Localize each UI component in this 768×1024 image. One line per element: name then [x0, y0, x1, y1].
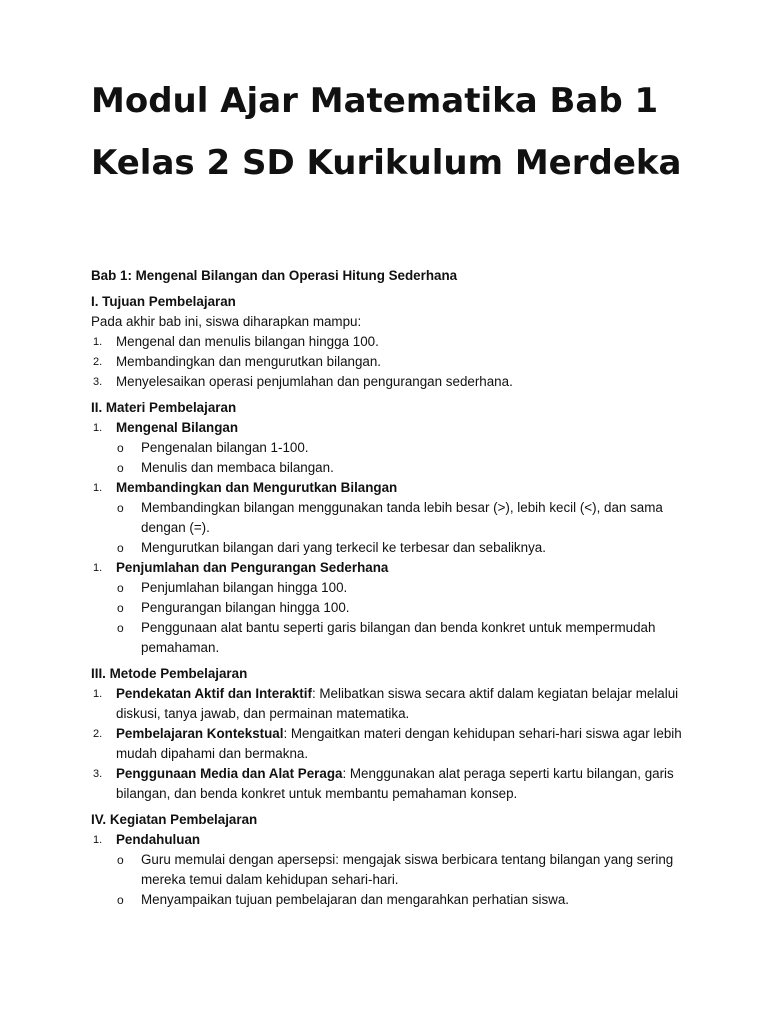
- materi-sublist: [91, 438, 691, 478]
- list-item: [91, 830, 691, 850]
- list-item-text: : Mengaitkan materi dengan kehidupan sehari-hari siswa agar lebih mudah dipahami dan bermakna.: [116, 726, 682, 761]
- list-item-title: Mengenal Bilangan: [116, 420, 239, 435]
- document-body: [91, 266, 691, 910]
- list-marker: 2.: [93, 728, 103, 740]
- bullet-circle-icon: o: [117, 893, 124, 907]
- section-heading-metode: III. Metode Pembelajaran: [91, 666, 248, 681]
- bullet-circle-icon: o: [117, 581, 124, 595]
- sub-list-item: [91, 458, 691, 478]
- list-item: [91, 352, 691, 372]
- list-item-bold: Pembelajaran Kontekstual: [116, 726, 284, 741]
- sub-list-item-text: Guru memulai dengan apersepsi: mengajak siswa berbicara tentang bilangan yang sering mereka temui dalam kehidupan sehari-hari.: [141, 852, 674, 887]
- sub-list-item-text: Menyampaikan tujuan pembelajaran dan mengarahkan perhatian siswa.: [141, 892, 570, 907]
- list-item: [91, 332, 691, 352]
- section-heading-tujuan: I. Tujuan Pembelajaran: [91, 294, 236, 309]
- list-marker: 1.: [93, 422, 103, 434]
- list-item-title: Penjumlahan dan Pengurangan Sederhana: [116, 560, 389, 575]
- list-item: [91, 684, 691, 724]
- list-item: [91, 724, 691, 764]
- document-title: Modul Ajar Matematika Bab 1 Kelas 2 SD Kurikulum Merdeka: [91, 81, 682, 183]
- list-item-text: : Melibatkan siswa secara aktif dalam kegiatan belajar melalui diskusi, tanya jawab, dan permainan matematika.: [116, 686, 679, 721]
- bullet-circle-icon: o: [117, 853, 124, 867]
- list-item-text: Menyelesaikan operasi penjumlahan dan pengurangan sederhana.: [116, 374, 513, 389]
- sub-list-item: [91, 890, 691, 910]
- chapter-subtitle: Bab 1: Mengenal Bilangan dan Operasi Hitung Sederhana: [91, 268, 458, 283]
- sub-list-item-text: Menulis dan membaca bilangan.: [141, 460, 334, 475]
- kegiatan-list: [91, 830, 691, 850]
- list-marker: 1.: [93, 562, 103, 574]
- list-item-text: Mengenal dan menulis bilangan hingga 100.: [116, 334, 379, 349]
- sub-list-item: [91, 598, 691, 618]
- materi-list: [91, 558, 691, 578]
- sub-list-item-text: Pengenalan bilangan 1-100.: [141, 440, 309, 455]
- sub-list-item-text: Pengurangan bilangan hingga 100.: [141, 600, 350, 615]
- list-item: [91, 372, 691, 392]
- list-item-bold: Pendekatan Aktif dan Interaktif: [116, 686, 312, 701]
- sub-list-item-text: Mengurutkan bilangan dari yang terkecil ke terbesar dan sebaliknya.: [141, 540, 546, 555]
- section-heading-kegiatan: IV. Kegiatan Pembelajaran: [91, 812, 258, 827]
- sub-list-item: [91, 438, 691, 458]
- sub-list-item: [91, 498, 691, 538]
- bullet-circle-icon: o: [117, 541, 124, 555]
- bullet-circle-icon: o: [117, 601, 124, 615]
- sub-list-item: [91, 850, 691, 890]
- tujuan-list: [91, 332, 691, 392]
- list-item-text: : Menggunakan alat peraga seperti kartu bilangan, garis bilangan, dan benda konkret untuk membantu pemahaman konsep.: [116, 766, 674, 801]
- list-item-title: Pendahuluan: [116, 832, 201, 847]
- list-marker: 1.: [93, 688, 103, 700]
- kegiatan-sublist: [91, 850, 691, 910]
- list-item-bold: Penggunaan Media dan Alat Peraga: [116, 766, 343, 781]
- sub-list-item-text: Membandingkan bilangan menggunakan tanda lebih besar (>), lebih kecil (<), dan sama dengan (=).: [141, 500, 663, 535]
- list-item-title: Membandingkan dan Mengurutkan Bilangan: [116, 480, 398, 495]
- section-heading-materi: II. Materi Pembelajaran: [91, 400, 237, 415]
- list-item-text: Membandingkan dan mengurutkan bilangan.: [116, 354, 382, 369]
- bullet-circle-icon: o: [117, 441, 124, 455]
- metode-list: [91, 684, 691, 804]
- bullet-circle-icon: o: [117, 621, 124, 635]
- list-marker: 2.: [93, 356, 103, 368]
- sub-list-item: [91, 538, 691, 558]
- list-marker: 3.: [93, 768, 103, 780]
- sub-list-item: [91, 618, 691, 658]
- list-marker: 1.: [93, 482, 103, 494]
- sub-list-item-text: Penjumlahan bilangan hingga 100.: [141, 580, 348, 595]
- list-item: [91, 478, 691, 498]
- list-marker: 3.: [93, 376, 103, 388]
- materi-list: [91, 418, 691, 438]
- list-item: [91, 764, 691, 804]
- sub-list-item-text: Penggunaan alat bantu seperti garis bilangan dan benda konkret untuk mempermudah pemahaman.: [141, 620, 656, 655]
- materi-sublist: [91, 578, 691, 658]
- list-item: [91, 558, 691, 578]
- list-marker: 1.: [93, 834, 103, 846]
- bullet-circle-icon: o: [117, 501, 124, 515]
- sub-list-item: [91, 578, 691, 598]
- list-marker: 1.: [93, 336, 103, 348]
- tujuan-intro: Pada akhir bab ini, siswa diharapkan mampu:: [91, 314, 362, 329]
- materi-sublist: [91, 498, 691, 558]
- materi-list: [91, 478, 691, 498]
- list-item: [91, 418, 691, 438]
- bullet-circle-icon: o: [117, 461, 124, 475]
